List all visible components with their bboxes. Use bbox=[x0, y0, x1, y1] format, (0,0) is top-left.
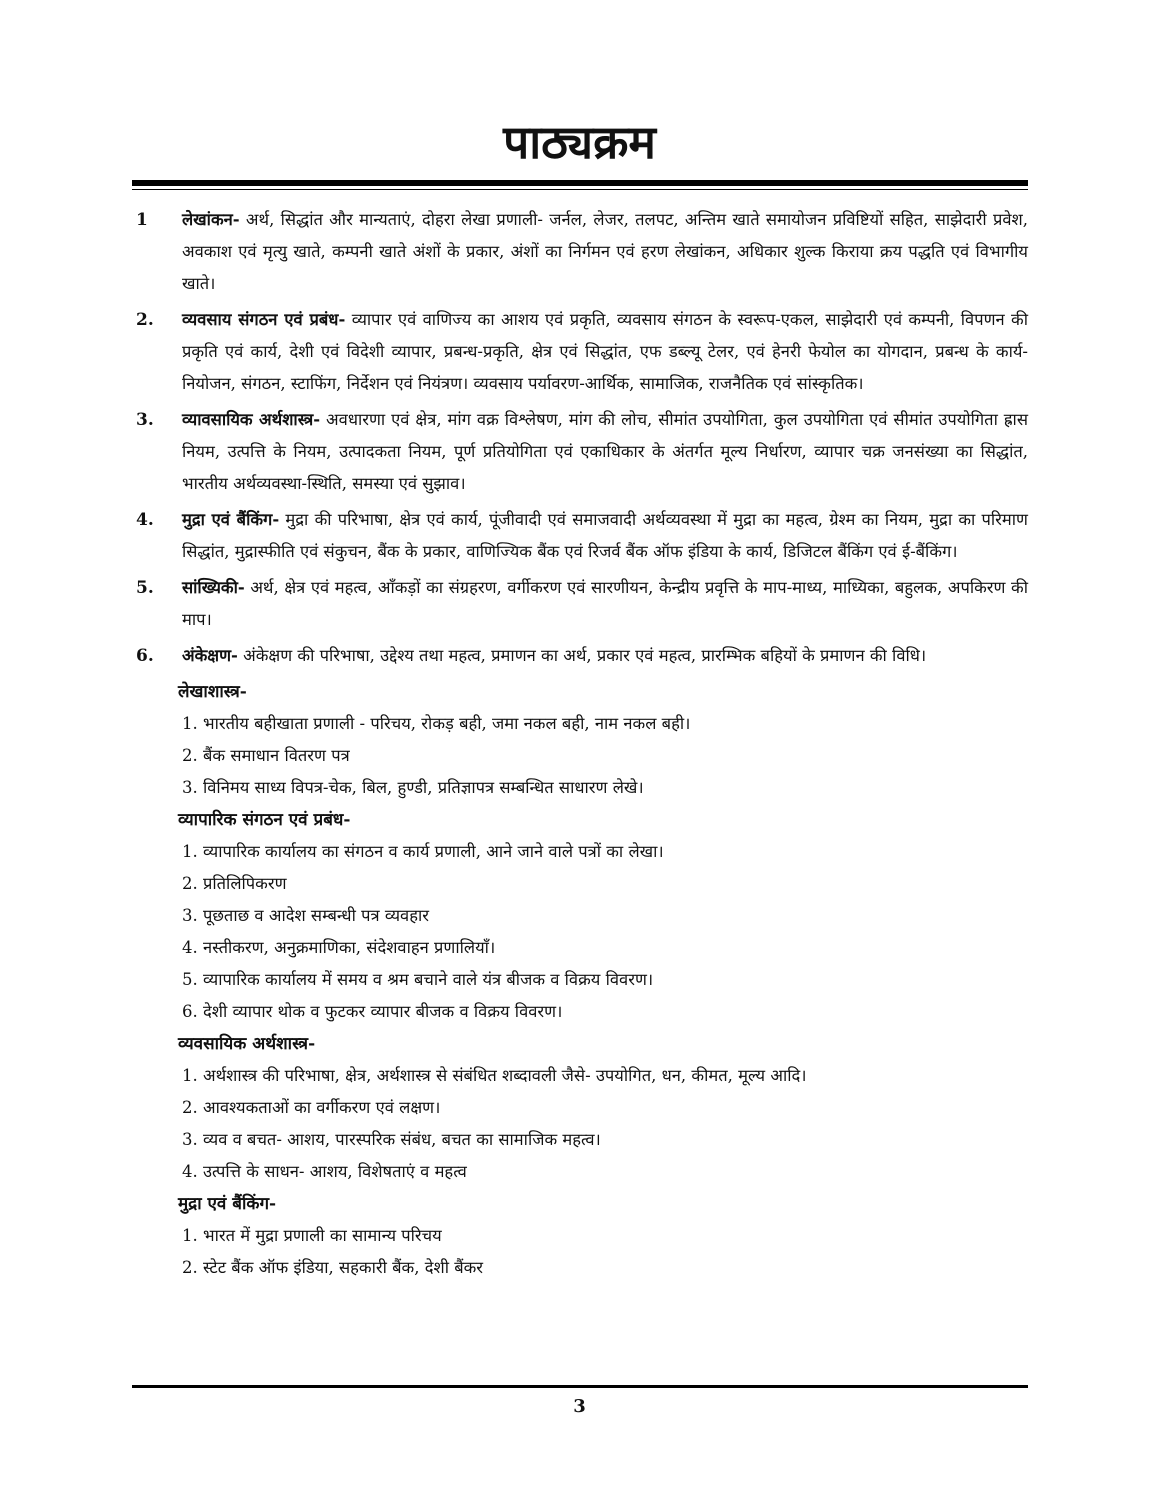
section-number: 1 bbox=[136, 210, 148, 230]
subsection-item: 4. उत्पत्ति के साधन- आशय, विशेषताएं व महत्व bbox=[182, 1162, 467, 1181]
syllabus-section bbox=[132, 572, 1028, 636]
title-rule-thin bbox=[132, 189, 1028, 190]
section-number: 4. bbox=[136, 510, 154, 530]
section-heading: सांख्यिकी- bbox=[182, 578, 245, 597]
subsection-item: 3. व्यव व बचत- आशय, पारस्परिक संबंध, बचत का सामाजिक महत्व। bbox=[182, 1130, 601, 1149]
syllabus-content bbox=[132, 204, 1028, 1284]
syllabus-section bbox=[132, 404, 1028, 500]
subsection-item: 3. विनिमय साध्य विपत्र-चेक, बिल, हुण्डी, प्रतिज्ञापत्र सम्बन्धित साधारण लेखे। bbox=[182, 778, 644, 797]
subsection-item: 2. बैंक समाधान वितरण पत्र bbox=[182, 746, 350, 765]
syllabus-section bbox=[132, 640, 1028, 672]
section-body: व्यापार एवं वाणिज्य का आशय एवं प्रकृति, व्यवसाय संगठन के स्वरूप-एकल, साझेदारी एवं कम्पनी, विपणन की प्रकृति एवं कार्य, देशी एवं विदेशी व्यापार, प्रबन्ध-प्रकृति, क्षेत्र एवं सिद्धांत, एफ डब्ल्यू टेलर, एवं हेनरी फेयोल का योगदान, प्रबन्ध के कार्य-नियोजन, संगठन, स्टाफिंग, निर्देशन एवं नियंत्रण। व्यवसाय पर्यावरण-आर्थिक, सामाजिक, राजनैतिक एवं सांस्कृतिक। bbox=[182, 310, 1028, 393]
section-text bbox=[182, 504, 1028, 568]
subsection-heading: व्यवसायिक अर्थशास्त्र- bbox=[178, 1034, 316, 1054]
syllabus-section bbox=[132, 304, 1028, 400]
subsection-item: 3. पूछताछ व आदेश सम्बन्धी पत्र व्यवहार bbox=[182, 906, 429, 925]
subsection-item: 6. देशी व्यापार थोक व फुटकर व्यापार बीजक व विक्रय विवरण। bbox=[182, 1002, 563, 1021]
page-title: पाठ्यक्रम bbox=[503, 115, 656, 169]
title-rule-thick bbox=[132, 180, 1028, 186]
subsection-item: 1. अर्थशास्त्र की परिभाषा, क्षेत्र, अर्थशास्त्र से संबंधित शब्दावली जैसे- उपयोगित, धन, कीमत, मूल्य आदि। bbox=[182, 1066, 807, 1085]
subsection-item: 1. भारत में मुद्रा प्रणाली का सामान्य परिचय bbox=[182, 1226, 442, 1245]
section-heading: लेखांकन- bbox=[182, 210, 240, 229]
subsection-item: 2. स्टेट बैंक ऑफ इंडिया, सहकारी बैंक, देशी बैंकर bbox=[182, 1258, 484, 1277]
page-number: 3 bbox=[573, 1396, 586, 1417]
section-body: अंकेक्षण की परिभाषा, उद्देश्य तथा महत्व, प्रमाणन का अर्थ, प्रकार एवं महत्व, प्रारम्भिक बहियों के प्रमाणन की विधि। bbox=[237, 646, 927, 665]
footer-rule bbox=[132, 1385, 1028, 1388]
subsection-heading: लेखाशास्त्र- bbox=[178, 682, 247, 702]
section-text bbox=[182, 404, 1028, 500]
subsection-heading: व्यापारिक संगठन एवं प्रबंध- bbox=[178, 810, 351, 830]
subsection-heading: मुद्रा एवं बैंकिंग- bbox=[178, 1194, 277, 1214]
section-text bbox=[182, 204, 1028, 300]
subsection-item: 2. आवश्यकताओं का वर्गीकरण एवं लक्षण। bbox=[182, 1098, 441, 1117]
section-text bbox=[182, 304, 1028, 400]
section-body: अर्थ, सिद्धांत और मान्यताएं, दोहरा लेखा प्रणाली- जर्नल, लेजर, तलपट, अन्तिम खाते समायोजन प्रविष्टियों सहित, साझेदारी प्रवेश, अवकाश एवं मृत्यु खाते, कम्पनी खाते अंशों के प्रकार, अंशों का निर्गमन एवं हरण लेखांकन, अधिकार शुल्क किराया क्रय पद्धति एवं विभागीय खाते। bbox=[182, 210, 1028, 293]
section-heading: अंकेक्षण- bbox=[182, 646, 238, 665]
section-heading: व्यवसाय संगठन एवं प्रबंध- bbox=[182, 310, 346, 329]
section-body: मुद्रा की परिभाषा, क्षेत्र एवं कार्य, पूंजीवादी एवं समाजवादी अर्थव्यवस्था में मुद्रा का महत्व, ग्रेश्म का नियम, मुद्रा का परिमाण सिद्धांत, मुद्रास्फीति एवं संकुचन, बैंक के प्रकार, वाणिज्यिक बैंक एवं रिजर्व बैंक ऑफ इंडिया के कार्य, डिजिटल बैंकिंग एवं ई-बैंकिंग। bbox=[182, 510, 1028, 561]
section-text bbox=[182, 640, 1028, 672]
sub-sections bbox=[178, 676, 1028, 1284]
section-number: 2. bbox=[136, 310, 154, 330]
section-number: 3. bbox=[136, 410, 154, 430]
main-sections bbox=[132, 204, 1028, 672]
section-number: 5. bbox=[136, 578, 154, 598]
section-number: 6. bbox=[136, 646, 154, 666]
subsection-item: 1. व्यापारिक कार्यालय का संगठन व कार्य प्रणाली, आने जाने वाले पत्रों का लेखा। bbox=[182, 842, 664, 861]
syllabus-section bbox=[132, 504, 1028, 568]
section-body: अवधारणा एवं क्षेत्र, मांग वक्र विश्लेषण, मांग की लोच, सीमांत उपयोगिता, कुल उपयोगिता एवं सीमांत उपयोगिता ह्रास नियम, उत्पत्ति के नियम, उत्पादकता नियम, पूर्ण प्रतियोगिता एवं एकाधिकार के अंतर्गत मूल्य निर्धारण, व्यापार चक्र जनसंख्या का सिद्धांत, भारतीय अर्थव्यवस्था-स्थिति, समस्या एवं सुझाव। bbox=[182, 410, 1028, 493]
section-heading: मुद्रा एवं बैंकिंग- bbox=[182, 510, 280, 529]
section-body: अर्थ, क्षेत्र एवं महत्व, आँकड़ों का संग्रहरण, वर्गीकरण एवं सारणीयन, केन्द्रीय प्रवृत्ति के माप-माध्य, माध्यिका, बहुलक, अपकिरण की माप। bbox=[182, 578, 1028, 629]
section-text bbox=[182, 572, 1028, 636]
subsection-item: 1. भारतीय बहीखाता प्रणाली - परिचय, रोकड़ बही, जमा नकल बही, नाम नकल बही। bbox=[182, 714, 691, 733]
subsection-item: 5. व्यापारिक कार्यालय में समय व श्रम बचाने वाले यंत्र बीजक व विक्रय विवरण। bbox=[182, 970, 654, 989]
subsection-item: 4. नस्तीकरण, अनुक्रमाणिका, संदेशवाहन प्रणालियाँ। bbox=[182, 938, 496, 957]
section-heading: व्यावसायिक अर्थशास्त्र- bbox=[182, 410, 321, 429]
subsection-item: 2. प्रतिलिपिकरण bbox=[182, 874, 287, 893]
syllabus-section bbox=[132, 204, 1028, 300]
